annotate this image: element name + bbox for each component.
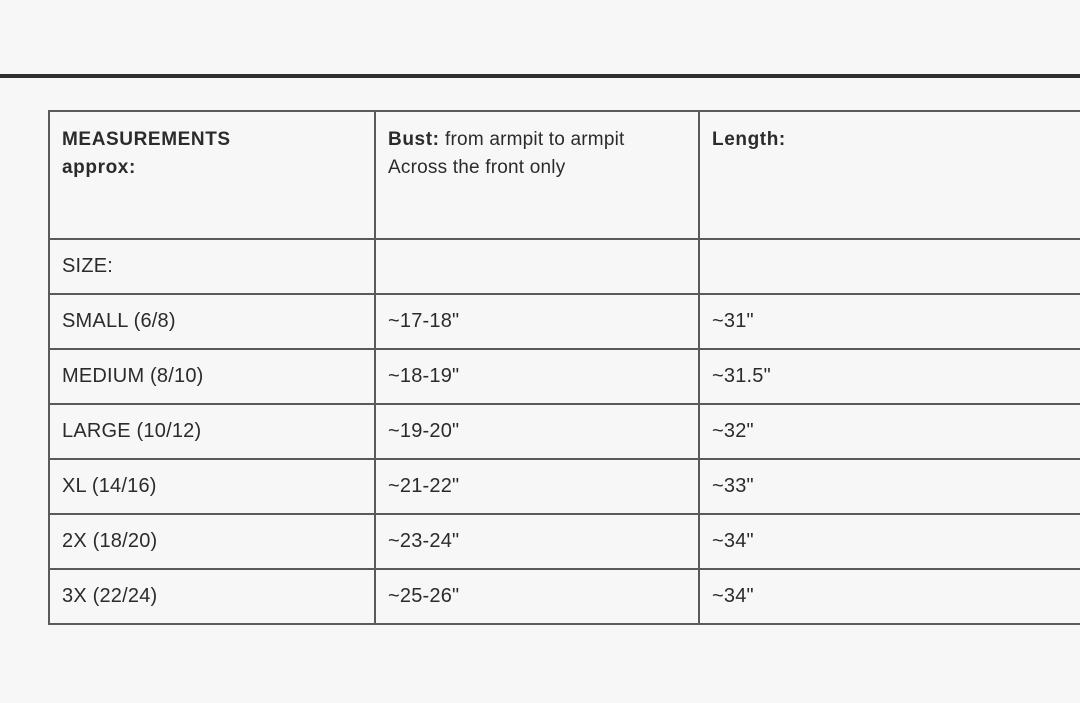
empty-cell (699, 239, 1080, 294)
header-measurements-title: MEASUREMENTS (62, 129, 231, 150)
header-bust-description: from armpit to armpit (439, 129, 625, 150)
size-cell: 3X (22/24) (49, 569, 375, 624)
table-row (49, 569, 1080, 624)
length-cell: ~34" (699, 569, 1080, 624)
size-cell: LARGE (10/12) (49, 404, 375, 459)
bust-cell: ~17-18" (375, 294, 699, 349)
bust-cell: ~18-19" (375, 349, 699, 404)
table-header-row (49, 111, 1080, 239)
table-row (49, 294, 1080, 349)
top-horizontal-rule (0, 74, 1080, 78)
size-cell: 2X (18/20) (49, 514, 375, 569)
header-bust-label: Bust: (388, 129, 440, 150)
length-cell: ~33" (699, 459, 1080, 514)
bust-cell: ~25-26" (375, 569, 699, 624)
header-measurements-subtitle: approx: (62, 157, 136, 178)
header-bust-cell (375, 111, 699, 239)
header-length-cell (699, 111, 1080, 239)
table-row (49, 349, 1080, 404)
size-label-cell: SIZE: (49, 239, 375, 294)
bust-cell: ~23-24" (375, 514, 699, 569)
length-cell: ~31.5" (699, 349, 1080, 404)
length-cell: ~34" (699, 514, 1080, 569)
size-cell: SMALL (6/8) (49, 294, 375, 349)
header-measurements-cell (49, 111, 375, 239)
bust-cell: ~21-22" (375, 459, 699, 514)
size-cell: XL (14/16) (49, 459, 375, 514)
bust-cell: ~19-20" (375, 404, 699, 459)
size-cell: MEDIUM (8/10) (49, 349, 375, 404)
header-bust-note: Across the front only (388, 157, 566, 178)
header-length-label: Length: (712, 129, 786, 150)
table-row (49, 459, 1080, 514)
length-cell: ~31" (699, 294, 1080, 349)
length-cell: ~32" (699, 404, 1080, 459)
size-label-row (49, 239, 1080, 294)
empty-cell (375, 239, 699, 294)
table-row (49, 514, 1080, 569)
table-row (49, 404, 1080, 459)
size-chart-table (48, 110, 1080, 625)
